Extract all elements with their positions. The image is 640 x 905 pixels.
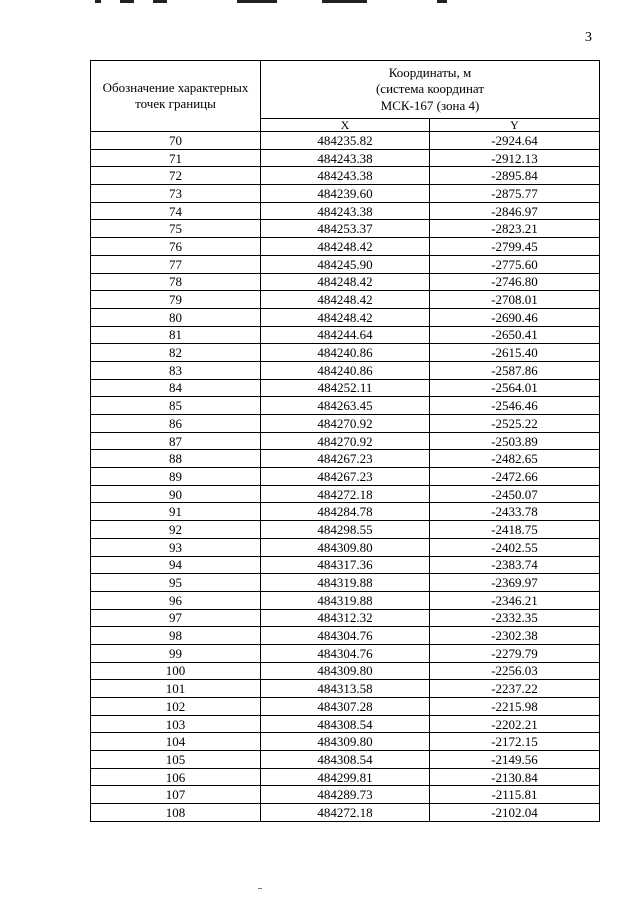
y-coordinate-cell: -2418.75 xyxy=(430,521,600,539)
table-row xyxy=(91,397,600,415)
x-coordinate-cell: 484240.86 xyxy=(261,361,430,379)
table-row xyxy=(91,450,600,468)
point-number-cell: 97 xyxy=(91,609,261,627)
table-row xyxy=(91,202,600,220)
y-coordinate-cell: -2383.74 xyxy=(430,556,600,574)
x-coordinate-cell: 484235.82 xyxy=(261,132,430,150)
x-coordinate-cell: 484244.64 xyxy=(261,326,430,344)
table-row xyxy=(91,344,600,362)
table-row xyxy=(91,503,600,521)
point-number-cell: 84 xyxy=(91,379,261,397)
table-row xyxy=(91,415,600,433)
x-coordinate-cell: 484248.42 xyxy=(261,273,430,291)
coordinates-header-line-3: МСК-167 (зона 4) xyxy=(380,97,480,113)
point-number-cell: 103 xyxy=(91,715,261,733)
x-coordinate-cell: 484317.36 xyxy=(261,556,430,574)
y-coordinate-cell: -2875.77 xyxy=(430,185,600,203)
table-row xyxy=(91,556,600,574)
table-row xyxy=(91,591,600,609)
x-coordinate-cell: 484289.73 xyxy=(261,786,430,804)
x-coordinate-cell: 484267.23 xyxy=(261,450,430,468)
table-row xyxy=(91,167,600,185)
y-coordinate-cell: -2279.79 xyxy=(430,644,600,662)
y-coordinate-cell: -2799.45 xyxy=(430,238,600,256)
coordinates-table xyxy=(90,60,600,822)
y-coordinate-cell: -2846.97 xyxy=(430,202,600,220)
table-row xyxy=(91,644,600,662)
point-number-cell: 72 xyxy=(91,167,261,185)
y-coordinate-cell: -2746.80 xyxy=(430,273,600,291)
y-coordinate-cell: -2202.21 xyxy=(430,715,600,733)
x-coordinate-cell: 484307.28 xyxy=(261,698,430,716)
x-coordinate-cell: 484243.38 xyxy=(261,167,430,185)
coordinates-group-header xyxy=(261,61,600,119)
y-coordinate-cell: -2149.56 xyxy=(430,751,600,769)
table-row xyxy=(91,255,600,273)
point-number-cell: 70 xyxy=(91,132,261,150)
y-coordinate-cell: -2895.84 xyxy=(430,167,600,185)
table-row xyxy=(91,432,600,450)
x-coordinate-cell: 484308.54 xyxy=(261,715,430,733)
table-row xyxy=(91,326,600,344)
x-coordinate-cell: 484312.32 xyxy=(261,609,430,627)
point-number-cell: 94 xyxy=(91,556,261,574)
table-row xyxy=(91,662,600,680)
points-column-header: Обозначение характерных точек границы xyxy=(91,61,261,132)
y-coordinate-cell: -2525.22 xyxy=(430,415,600,433)
x-coordinate-cell: 484313.58 xyxy=(261,680,430,698)
x-column-header: X xyxy=(261,119,430,132)
point-number-cell: 82 xyxy=(91,344,261,362)
x-coordinate-cell: 484263.45 xyxy=(261,397,430,415)
y-coordinate-cell: -2912.13 xyxy=(430,149,600,167)
point-number-cell: 81 xyxy=(91,326,261,344)
point-number-cell: 90 xyxy=(91,485,261,503)
y-coordinate-cell: -2215.98 xyxy=(430,698,600,716)
page-number: 3 xyxy=(585,30,592,45)
point-number-cell: 77 xyxy=(91,255,261,273)
point-number-cell: 96 xyxy=(91,591,261,609)
x-coordinate-cell: 484304.76 xyxy=(261,644,430,662)
table-row xyxy=(91,468,600,486)
table-row xyxy=(91,715,600,733)
table-row xyxy=(91,291,600,309)
y-coordinate-cell: -2615.40 xyxy=(430,344,600,362)
table-row xyxy=(91,149,600,167)
table-row xyxy=(91,627,600,645)
y-coordinate-cell: -2472.66 xyxy=(430,468,600,486)
point-number-cell: 101 xyxy=(91,680,261,698)
table-row xyxy=(91,379,600,397)
y-coordinate-cell: -2172.15 xyxy=(430,733,600,751)
x-coordinate-cell: 484309.80 xyxy=(261,662,430,680)
y-coordinate-cell: -2332.35 xyxy=(430,609,600,627)
x-coordinate-cell: 484253.37 xyxy=(261,220,430,238)
table-row xyxy=(91,804,600,822)
table-row xyxy=(91,521,600,539)
y-coordinate-cell: -2823.21 xyxy=(430,220,600,238)
y-coordinate-cell: -2256.03 xyxy=(430,662,600,680)
x-coordinate-cell: 484319.88 xyxy=(261,574,430,592)
y-coordinate-cell: -2924.64 xyxy=(430,132,600,150)
coordinates-header-line-1: Координаты, м xyxy=(388,65,472,81)
point-number-cell: 88 xyxy=(91,450,261,468)
table-row xyxy=(91,574,600,592)
table-row xyxy=(91,273,600,291)
point-number-cell: 99 xyxy=(91,644,261,662)
y-coordinate-cell: -2482.65 xyxy=(430,450,600,468)
x-coordinate-cell: 484272.18 xyxy=(261,485,430,503)
coordinates-header-line-2: (система координат xyxy=(375,81,485,97)
point-number-cell: 104 xyxy=(91,733,261,751)
x-coordinate-cell: 484270.92 xyxy=(261,415,430,433)
y-coordinate-cell: -2115.81 xyxy=(430,786,600,804)
point-number-cell: 91 xyxy=(91,503,261,521)
table-row xyxy=(91,751,600,769)
y-coordinate-cell: -2503.89 xyxy=(430,432,600,450)
scan-artifact-marks xyxy=(0,0,640,10)
x-coordinate-cell: 484270.92 xyxy=(261,432,430,450)
y-coordinate-cell: -2546.46 xyxy=(430,397,600,415)
y-coordinate-cell: -2564.01 xyxy=(430,379,600,397)
coordinates-table-body xyxy=(91,132,600,822)
point-number-cell: 105 xyxy=(91,751,261,769)
x-coordinate-cell: 484248.42 xyxy=(261,308,430,326)
point-number-cell: 95 xyxy=(91,574,261,592)
x-coordinate-cell: 484245.90 xyxy=(261,255,430,273)
table-row xyxy=(91,698,600,716)
x-coordinate-cell: 484299.81 xyxy=(261,768,430,786)
x-coordinate-cell: 484248.42 xyxy=(261,238,430,256)
table-row xyxy=(91,238,600,256)
point-number-cell: 108 xyxy=(91,804,261,822)
y-coordinate-cell: -2650.41 xyxy=(430,326,600,344)
point-number-cell: 71 xyxy=(91,149,261,167)
x-coordinate-cell: 484309.80 xyxy=(261,733,430,751)
point-number-cell: 83 xyxy=(91,361,261,379)
point-number-cell: 106 xyxy=(91,768,261,786)
point-number-cell: 75 xyxy=(91,220,261,238)
table-row xyxy=(91,609,600,627)
point-number-cell: 86 xyxy=(91,415,261,433)
table-row xyxy=(91,538,600,556)
table-row xyxy=(91,680,600,698)
table-row xyxy=(91,733,600,751)
scan-artifact-dot xyxy=(258,888,262,889)
x-coordinate-cell: 484309.80 xyxy=(261,538,430,556)
table-row xyxy=(91,308,600,326)
point-number-cell: 80 xyxy=(91,308,261,326)
point-number-cell: 98 xyxy=(91,627,261,645)
y-coordinate-cell: -2450.07 xyxy=(430,485,600,503)
y-coordinate-cell: -2346.21 xyxy=(430,591,600,609)
y-coordinate-cell: -2130.84 xyxy=(430,768,600,786)
table-row xyxy=(91,485,600,503)
x-coordinate-cell: 484272.18 xyxy=(261,804,430,822)
point-number-cell: 74 xyxy=(91,202,261,220)
y-coordinate-cell: -2690.46 xyxy=(430,308,600,326)
point-number-cell: 92 xyxy=(91,521,261,539)
x-coordinate-cell: 484243.38 xyxy=(261,202,430,220)
point-number-cell: 87 xyxy=(91,432,261,450)
point-number-cell: 85 xyxy=(91,397,261,415)
x-coordinate-cell: 484240.86 xyxy=(261,344,430,362)
point-number-cell: 107 xyxy=(91,786,261,804)
x-coordinate-cell: 484298.55 xyxy=(261,521,430,539)
table-row xyxy=(91,132,600,150)
x-coordinate-cell: 484239.60 xyxy=(261,185,430,203)
x-coordinate-cell: 484267.23 xyxy=(261,468,430,486)
point-number-cell: 93 xyxy=(91,538,261,556)
y-coordinate-cell: -2587.86 xyxy=(430,361,600,379)
point-number-cell: 73 xyxy=(91,185,261,203)
y-column-header: Y xyxy=(430,119,600,132)
point-number-cell: 76 xyxy=(91,238,261,256)
point-number-cell: 102 xyxy=(91,698,261,716)
x-coordinate-cell: 484308.54 xyxy=(261,751,430,769)
point-number-cell: 89 xyxy=(91,468,261,486)
x-coordinate-cell: 484284.78 xyxy=(261,503,430,521)
x-coordinate-cell: 484319.88 xyxy=(261,591,430,609)
x-coordinate-cell: 484252.11 xyxy=(261,379,430,397)
table-row xyxy=(91,768,600,786)
table-row xyxy=(91,361,600,379)
y-coordinate-cell: -2708.01 xyxy=(430,291,600,309)
x-coordinate-cell: 484243.38 xyxy=(261,149,430,167)
table-row xyxy=(91,786,600,804)
y-coordinate-cell: -2102.04 xyxy=(430,804,600,822)
point-number-cell: 79 xyxy=(91,291,261,309)
y-coordinate-cell: -2302.38 xyxy=(430,627,600,645)
y-coordinate-cell: -2369.97 xyxy=(430,574,600,592)
x-coordinate-cell: 484304.76 xyxy=(261,627,430,645)
x-coordinate-cell: 484248.42 xyxy=(261,291,430,309)
y-coordinate-cell: -2237.22 xyxy=(430,680,600,698)
table-row xyxy=(91,220,600,238)
y-coordinate-cell: -2402.55 xyxy=(430,538,600,556)
y-coordinate-cell: -2433.78 xyxy=(430,503,600,521)
point-number-cell: 78 xyxy=(91,273,261,291)
table-row xyxy=(91,185,600,203)
point-number-cell: 100 xyxy=(91,662,261,680)
y-coordinate-cell: -2775.60 xyxy=(430,255,600,273)
